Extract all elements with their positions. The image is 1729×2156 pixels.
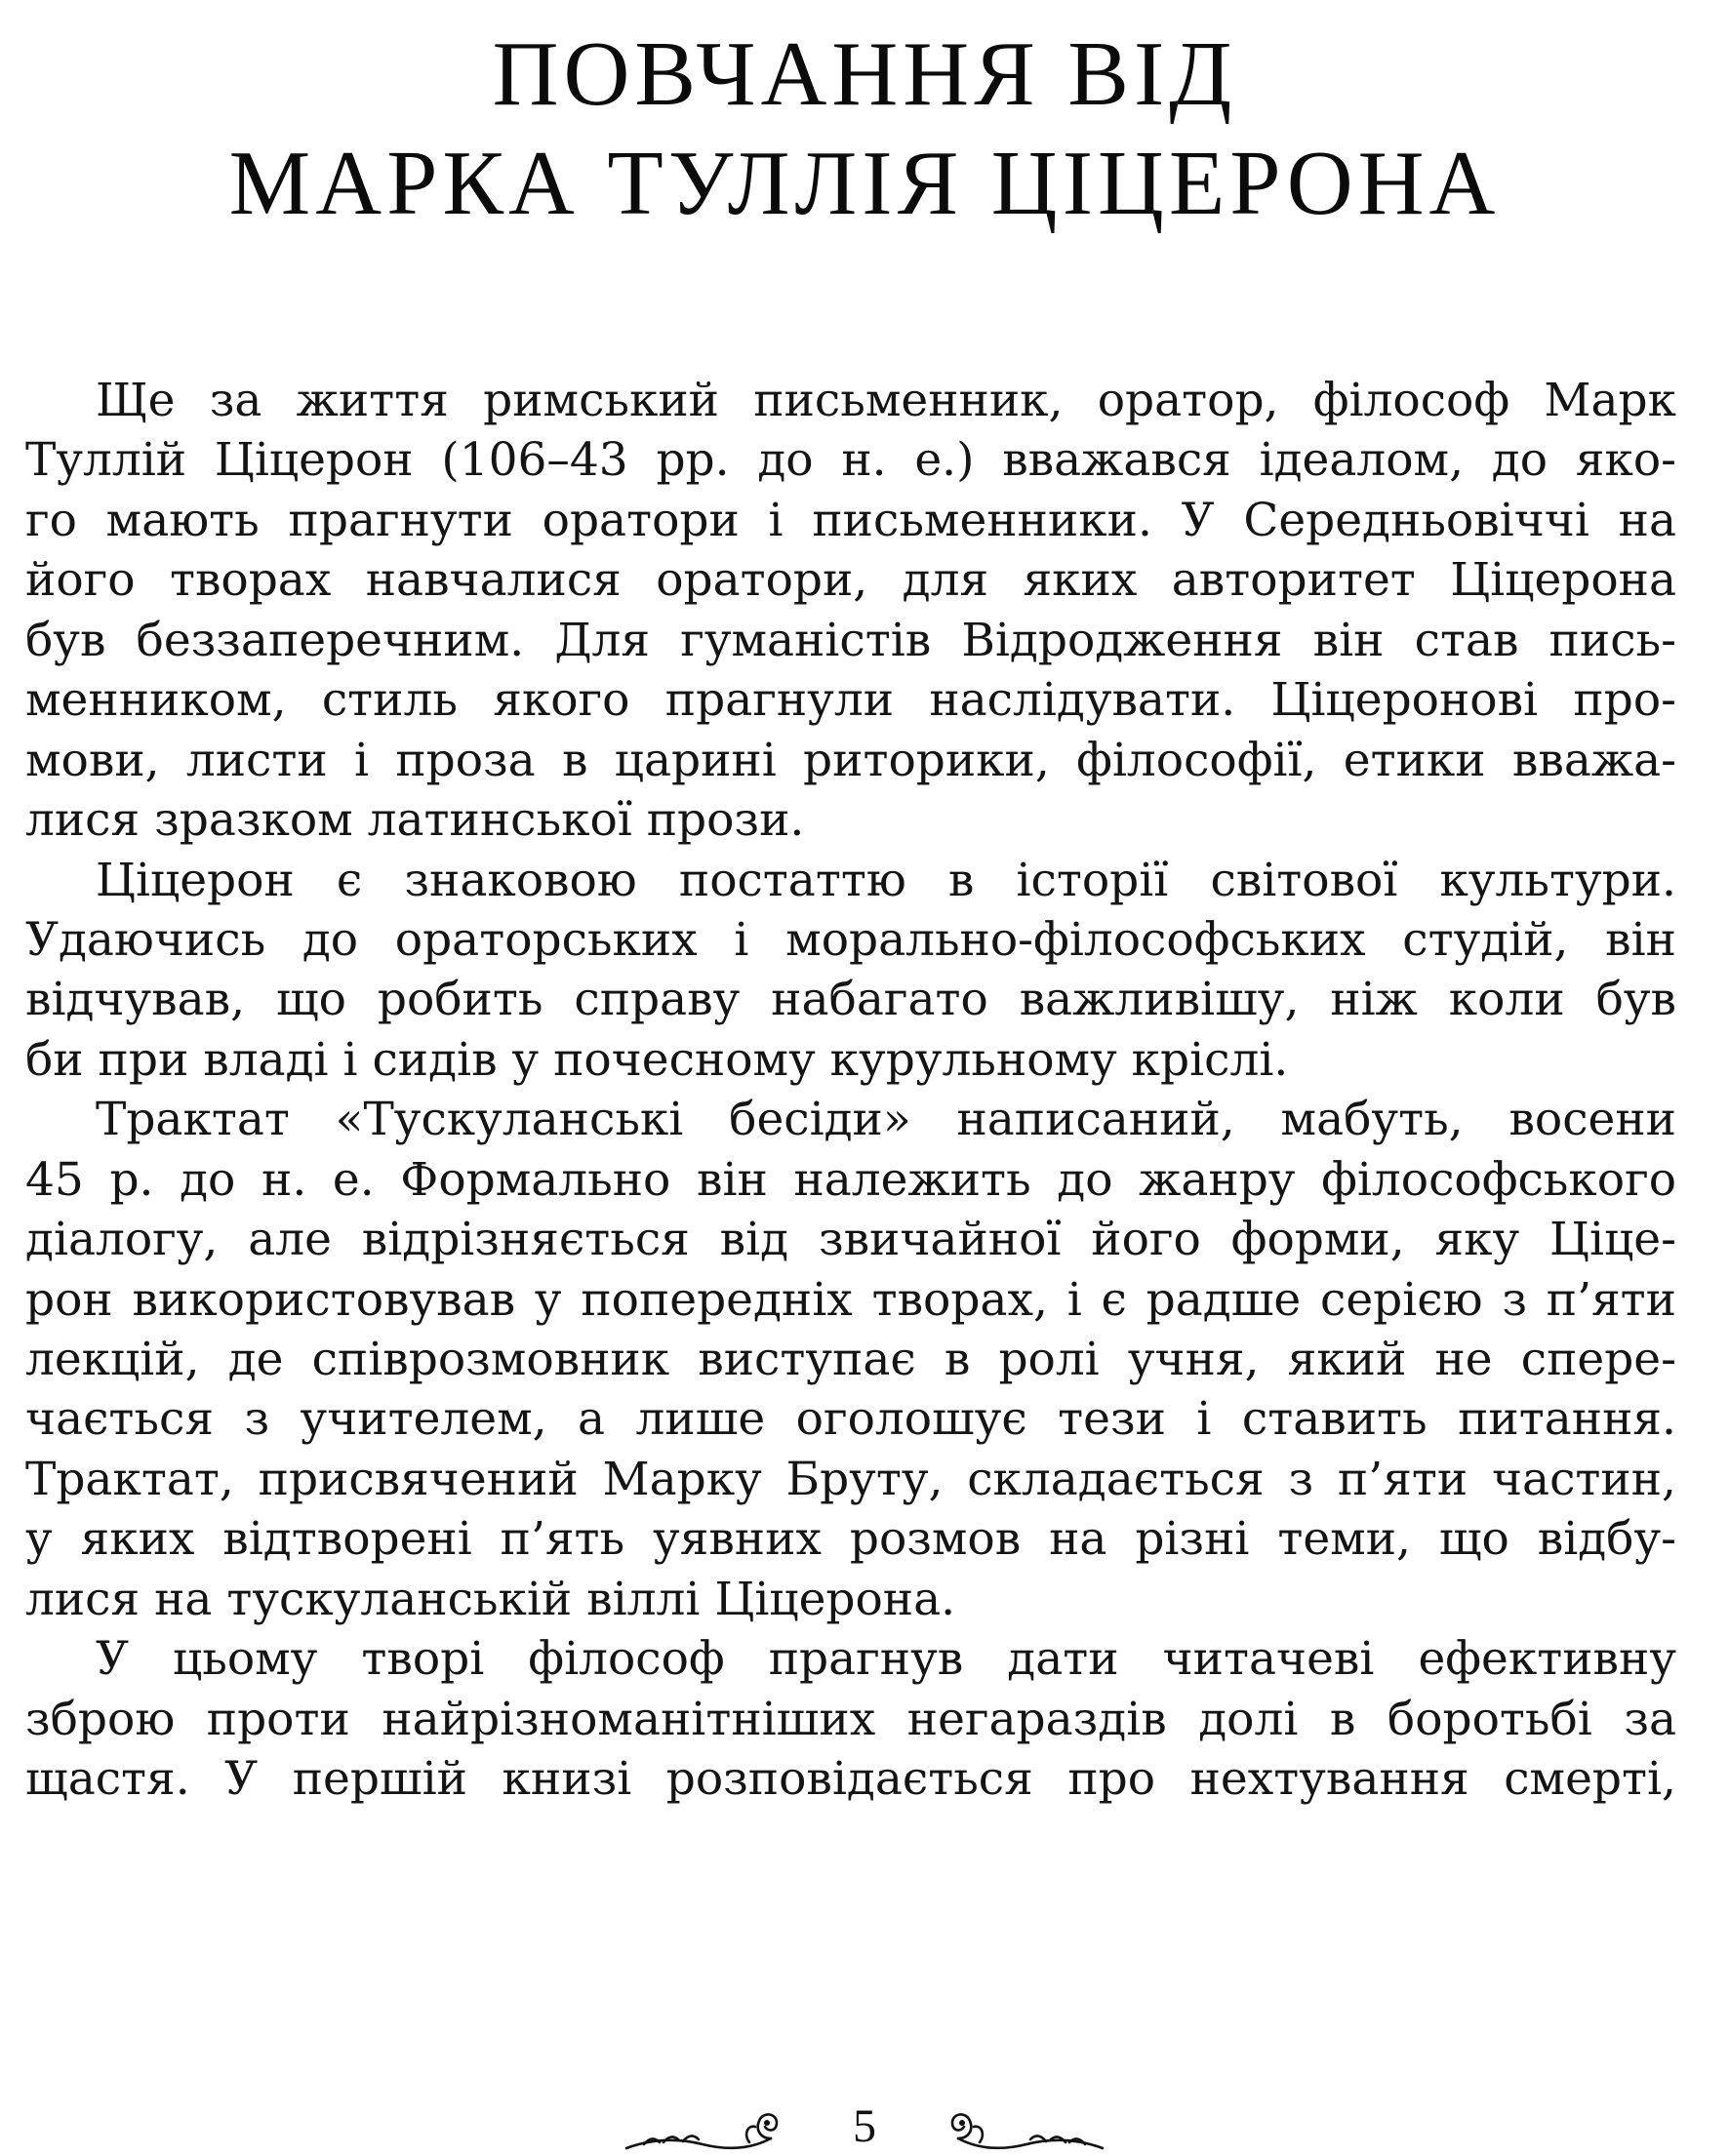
text-line: го мають прагнути оратори і письменники. У Середньовіччі на: [25, 493, 1676, 547]
text-line: чається з учителем, а лише оголошує тези і ставить питання.: [25, 1392, 1676, 1447]
chapter-title-line-1: ПОВЧАННЯ ВІД: [492, 23, 1237, 125]
text-line: менником, стиль якого прагнули наслідувати. Ціцеронові про-: [25, 673, 1676, 728]
chapter-title-line-2: МАРКА ТУЛЛІЯ ЦІЦЕРОНА: [228, 133, 1501, 234]
text-line: зброю проти найрізноманітніших негараздів долі в боротьбі за: [25, 1692, 1676, 1746]
text-line: лекцій, де співрозмовник виступає в ролі учня, який не спере-: [25, 1333, 1676, 1386]
text-line: був беззаперечним. Для гуманістів Відродження він став пись-: [25, 613, 1676, 667]
text-line: Трактат, присвячений Марку Бруту, складається з п’яти частин,: [25, 1452, 1676, 1506]
text-line: Ціцерон є знаковою постаттю в історії світової культури.: [96, 853, 1676, 907]
page-number: 5: [853, 2100, 876, 2152]
text-line: би при владі і сидів у почесному курульному кріслі.: [25, 1032, 1289, 1087]
text-line: щастя. У першій книзі розповідається про нехтування смерті,: [25, 1752, 1676, 1807]
text-line: діалогу, але відрізняється від звичайної його форми, яку Ціце-: [25, 1213, 1676, 1267]
text-line: у яких відтворені п’ять уявних розмов на різні теми, що відбу-: [25, 1512, 1676, 1567]
text-line: Ще за життя римський письменник, оратор, філософ Марк: [96, 374, 1676, 427]
text-line: 45 р. до н. е. Формально він належить до жанру філософського: [25, 1152, 1676, 1207]
text-line: лися зразком латинської прози.: [25, 793, 805, 848]
text-line: Трактат «Тускуланські бесіди» написаний, мабуть, восени: [96, 1093, 1676, 1147]
page-footer: [0, 2100, 1729, 2156]
body-text: [25, 371, 1676, 1810]
text-line: мови, листи і проза в царині риторики, філософії, етики вважа-: [25, 733, 1676, 787]
chapter-title: [0, 20, 1729, 238]
text-line: лися на тускуланській віллі Ціцерона.: [25, 1572, 956, 1626]
text-line: відчував, що робить справу набагато важливішу, ніж коли був: [25, 973, 1676, 1027]
text-line: Удаючись до ораторських і морально-філософських студій, він: [25, 912, 1676, 967]
scroll-ornament-right-icon: [948, 2105, 1105, 2156]
text-line: Туллій Ціцерон (106–43 рр. до н. е.) вважався ідеалом, до яко-: [25, 433, 1676, 488]
text-line: рон використовував у попередніх творах, і є радше серією з п’яти: [25, 1272, 1676, 1327]
text-line: його творах навчалися оратори, для яких авторитет Ціцерона: [25, 553, 1676, 608]
text-line: У цьому творі філософ прагнув дати читачеві ефективну: [96, 1632, 1676, 1687]
